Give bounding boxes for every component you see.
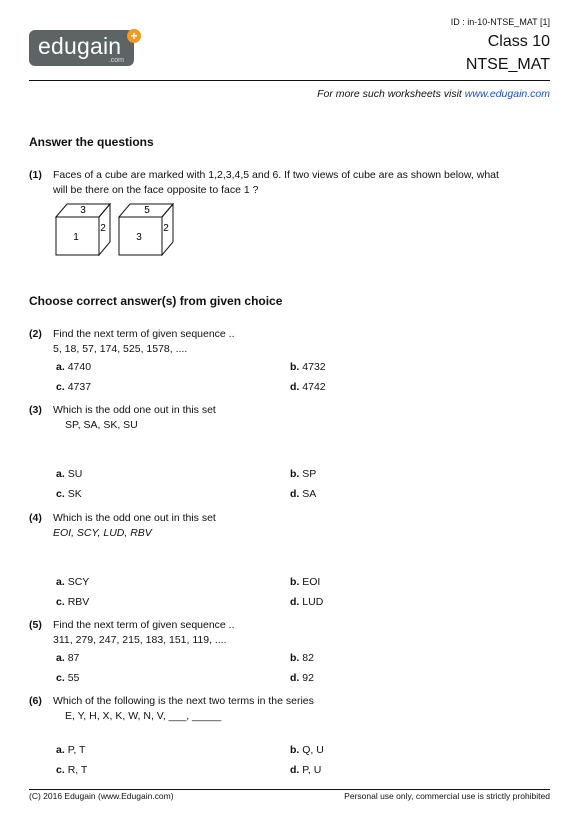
- question-4-line1: Which is the odd one out in this set: [53, 512, 216, 524]
- question-2-option-a[interactable]: [56, 361, 91, 373]
- option-text: 82: [302, 652, 314, 664]
- option-key: a.: [56, 744, 65, 756]
- option-text: 4742: [302, 381, 326, 393]
- question-5-text: [53, 618, 543, 648]
- question-4-option-a[interactable]: [56, 576, 89, 588]
- question-5-line1: Find the next term of given sequence ..: [53, 619, 235, 631]
- question-5-option-a[interactable]: [56, 652, 79, 664]
- option-text: R, T: [67, 764, 88, 776]
- option-text: 4740: [67, 361, 92, 373]
- cube-2-front-label: 3: [136, 232, 142, 243]
- cube-1-top-label: 3: [80, 205, 86, 216]
- question-5-line2: 311, 279, 247, 215, 183, 151, 119, ....: [53, 634, 227, 646]
- question-4-text: [53, 511, 543, 541]
- question-3-option-c[interactable]: [56, 488, 82, 500]
- question-5-option-b[interactable]: [290, 652, 314, 664]
- option-key: b.: [290, 652, 300, 664]
- cube-2-top-label: 5: [144, 205, 150, 216]
- footer-usage-note: Personal use only, commercial use is strictly prohibited: [344, 791, 550, 801]
- option-key: c.: [56, 764, 65, 776]
- question-1-line2: will be there on the face opposite to face 1 ?: [53, 184, 259, 196]
- question-4-number: (4): [29, 512, 42, 524]
- question-3-option-d[interactable]: [290, 488, 316, 500]
- footer-copyright: (C) 2016 Edugain (www.Edugain.com): [29, 791, 174, 801]
- question-3-line2: SP, SA, SK, SU: [65, 419, 138, 431]
- option-text: Q, U: [302, 744, 324, 756]
- question-4-option-b[interactable]: [290, 576, 320, 588]
- question-6-option-b[interactable]: [290, 744, 324, 756]
- question-3-option-b[interactable]: [290, 468, 316, 480]
- section-answer-heading: Answer the questions: [29, 135, 154, 149]
- option-key: a.: [56, 468, 65, 480]
- question-4-option-d[interactable]: [290, 596, 323, 608]
- option-key: b.: [290, 744, 300, 756]
- cube-views-figure: [52, 200, 182, 258]
- header-divider: [29, 80, 550, 81]
- question-2-text: [53, 327, 543, 357]
- cube-2-side-label: 2: [163, 223, 169, 234]
- question-5-option-d[interactable]: [290, 672, 314, 684]
- option-key: d.: [290, 764, 300, 776]
- logo-plus-icon: +: [127, 29, 141, 43]
- question-2-number: (2): [29, 328, 42, 340]
- question-3-line1: Which is the odd one out in this set: [53, 404, 216, 416]
- option-text: SU: [67, 468, 83, 480]
- option-key: d.: [290, 596, 300, 608]
- option-key: c.: [56, 488, 65, 500]
- option-text: P, U: [302, 764, 322, 776]
- option-key: a.: [56, 576, 65, 588]
- more-prefix: For more such worksheets visit: [317, 88, 465, 100]
- option-text: SA: [302, 488, 317, 500]
- option-key: b.: [290, 468, 300, 480]
- question-1-text: [53, 168, 543, 198]
- option-key: d.: [290, 672, 300, 684]
- option-text: 92: [302, 672, 314, 684]
- edugain-link[interactable]: www.edugain.com: [464, 88, 550, 100]
- option-text: SP: [302, 468, 317, 480]
- question-6-option-a[interactable]: [56, 744, 85, 756]
- edugain-logo: [29, 30, 134, 66]
- document-id: ID : in-10-NTSE_MAT [1]: [450, 17, 550, 27]
- more-worksheets-note: [317, 88, 550, 100]
- question-4-line2: EOI, SCY, LUD, RBV: [53, 527, 152, 539]
- question-6-number: (6): [29, 695, 42, 707]
- option-text: 4732: [302, 361, 326, 373]
- question-6-text: [53, 694, 543, 724]
- logo-subtext: .com: [108, 57, 124, 64]
- footer-divider: [29, 789, 550, 790]
- option-key: c.: [56, 381, 65, 393]
- option-text: 55: [67, 672, 80, 684]
- question-6-option-c[interactable]: [56, 764, 87, 776]
- question-6-line1: Which of the following is the next two terms in the series: [53, 695, 314, 707]
- option-text: SCY: [67, 576, 90, 588]
- option-text: SK: [67, 488, 82, 500]
- option-text: 4737: [67, 381, 92, 393]
- question-3-number: (3): [29, 404, 42, 416]
- logo-text: edugain: [38, 33, 122, 59]
- option-key: c.: [56, 596, 65, 608]
- question-2-option-b[interactable]: [290, 361, 326, 373]
- option-key: b.: [290, 576, 300, 588]
- option-key: b.: [290, 361, 300, 373]
- option-text: LUD: [302, 596, 324, 608]
- option-key: c.: [56, 672, 65, 684]
- question-2-line1: Find the next term of given sequence ..: [53, 328, 235, 340]
- question-2-option-d[interactable]: [290, 381, 326, 393]
- subject-title: NTSE_MAT: [465, 56, 550, 73]
- option-key: a.: [56, 652, 65, 664]
- question-6-line2: E, Y, H, X, K, W, N, V, ___, _____: [65, 710, 222, 722]
- cube-1-side-label: 2: [100, 223, 106, 234]
- question-3-option-a[interactable]: [56, 468, 82, 480]
- section-choose-heading: Choose correct answer(s) from given choice: [29, 294, 283, 308]
- question-5-number: (5): [29, 619, 42, 631]
- question-2-option-c[interactable]: [56, 381, 91, 393]
- question-5-option-c[interactable]: [56, 672, 79, 684]
- cube-1-front-label: 1: [73, 232, 79, 243]
- option-key: d.: [290, 381, 300, 393]
- option-text: RBV: [67, 596, 90, 608]
- question-4-option-c[interactable]: [56, 596, 89, 608]
- question-2-line2: 5, 18, 57, 174, 525, 1578, ....: [53, 343, 188, 355]
- option-key: a.: [56, 361, 65, 373]
- question-1-line1: Faces of a cube are marked with 1,2,3,4,5 and 6. If two views of cube are as shown below, what: [53, 169, 499, 181]
- question-1-number: (1): [29, 169, 42, 181]
- class-title: Class 10: [487, 33, 550, 50]
- option-text: 87: [67, 652, 80, 664]
- option-text: EOI: [302, 576, 321, 588]
- question-3-text: [53, 403, 543, 433]
- option-text: P, T: [67, 744, 86, 756]
- option-key: d.: [290, 488, 300, 500]
- question-6-option-d[interactable]: [290, 764, 321, 776]
